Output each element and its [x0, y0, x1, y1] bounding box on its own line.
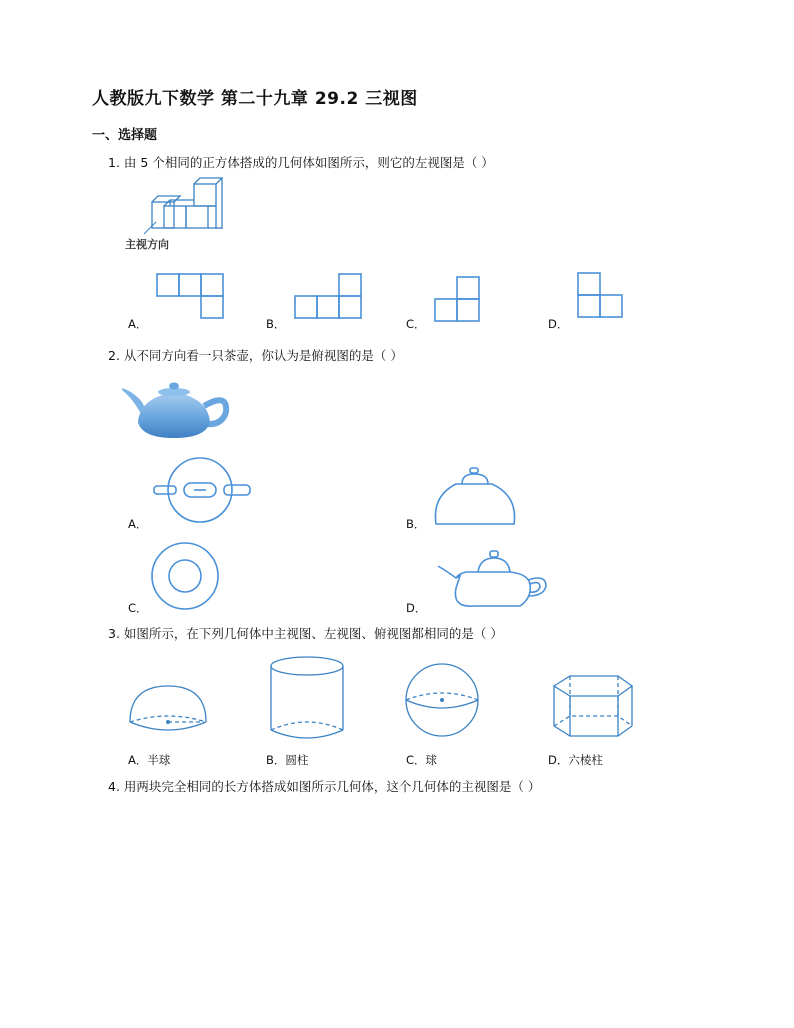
q2-option-d-figure	[436, 548, 550, 610]
question-2	[108, 346, 403, 364]
q3-sphere-figure	[404, 662, 484, 742]
q2-option-b-figure	[432, 466, 522, 528]
q3-option-a[interactable]: A．半球	[128, 753, 171, 767]
q3-cylinder-figure	[268, 654, 348, 742]
q1-view-direction-label: 主视方向	[125, 238, 169, 251]
q1-option-c[interactable]: C．	[406, 317, 426, 331]
q2-option-a-figure	[150, 456, 254, 526]
q2-teapot-picture	[118, 376, 233, 442]
q2-option-c-figure	[150, 540, 222, 612]
question-4-text: 用两块完全相同的长方体搭成如图所示几何体，这个几何体的主视图是（ ）	[123, 779, 541, 794]
question-4-number: 4.	[108, 779, 120, 794]
q2-option-d[interactable]: D．	[406, 601, 427, 615]
q2-option-b[interactable]: B．	[406, 517, 426, 531]
question-2-number: 2.	[108, 348, 120, 363]
question-1	[108, 153, 494, 171]
q1-option-d-figure	[577, 272, 627, 322]
q3-option-b[interactable]: B．圆柱	[266, 753, 309, 767]
q1-option-a[interactable]: A．	[128, 317, 148, 331]
q3-hexagonal-prism-figure	[548, 672, 638, 742]
page-title: 人教版九下数学 第二十九章 29.2 三视图	[92, 89, 418, 109]
question-4	[108, 777, 540, 795]
q1-option-b[interactable]: B．	[266, 317, 286, 331]
q2-option-c[interactable]: C．	[128, 601, 148, 615]
q3-option-d[interactable]: D．六棱柱	[548, 753, 603, 767]
q1-option-a-figure	[156, 273, 226, 323]
q2-option-a[interactable]: A．	[128, 517, 148, 531]
q1-option-b-figure	[294, 273, 364, 323]
question-3-number: 3.	[108, 626, 120, 641]
section-heading: 一、选择题	[92, 128, 158, 143]
question-2-text: 从不同方向看一只茶壶，你认为是俯视图的是（ ）	[123, 348, 403, 363]
q1-option-c-figure	[434, 276, 484, 326]
q1-option-d[interactable]: D．	[548, 317, 569, 331]
question-1-text: 由 5 个相同的正方体搭成的几何体如图所示，则它的左视图是（ ）	[123, 155, 494, 170]
q3-option-c[interactable]: C．球	[406, 753, 438, 767]
question-3-text: 如图所示，在下列几何体中主视图、左视图、俯视图都相同的是（ ）	[123, 626, 503, 641]
question-3	[108, 624, 503, 642]
question-1-number: 1.	[108, 155, 120, 170]
q3-hemisphere-figure	[126, 682, 214, 738]
